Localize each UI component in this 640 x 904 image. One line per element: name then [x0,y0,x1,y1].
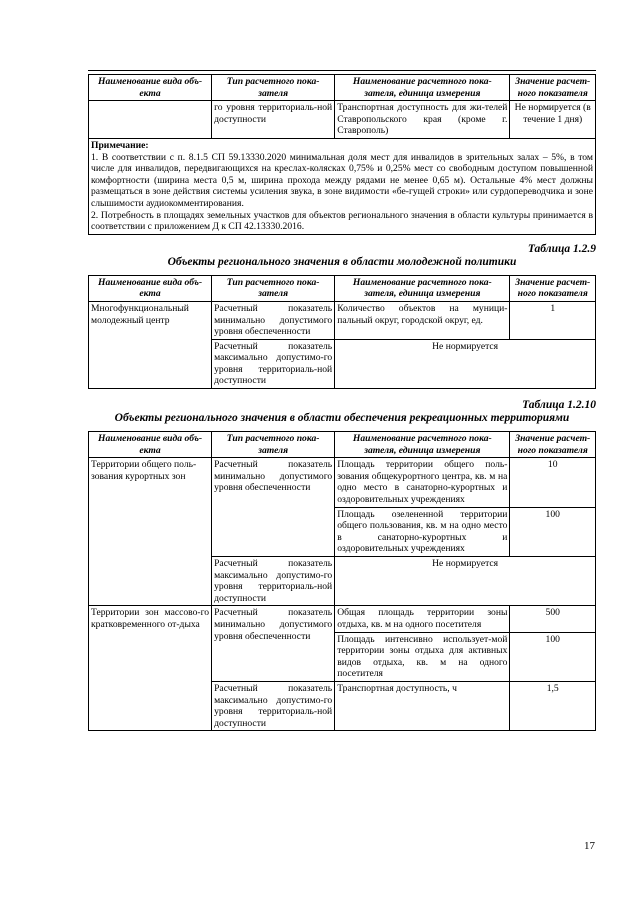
header-indicator-type: Тип расчетного пока-зателя [212,275,335,301]
cell: 10 [510,458,596,507]
cell [89,101,212,139]
table-header-row [89,432,596,458]
cell: Не нормируется [335,339,596,388]
cell: 100 [510,632,596,681]
cell: 1,5 [510,681,596,730]
cell: Многофункциональный молодежный центр [89,301,212,388]
cell: Не нормируется (в течение 1 дня) [510,101,596,139]
table-1-2-9 [88,275,596,389]
cell: Транспортная доступность, ч [335,681,510,730]
header-indicator-type: Тип расчетного пока-зателя [212,75,335,101]
header-indicator-name: Наименование расчетного пока-зателя, единица измерения [335,432,510,458]
cell: Площадь интенсивно использует-мой территории зоны отдыха для активных видов отдыха, кв. м на одного посетителя [335,632,510,681]
table-header-row [89,75,596,101]
table-title: Объекты регионального значения в области обеспечения рекреационных территориями [114,412,570,425]
note-title: Примечание: [91,139,149,151]
cell: го уровня территориаль-ной доступности [212,101,335,139]
table-row [89,301,596,339]
note-row [89,138,596,234]
cell: Территории зон массово-го кратковременного от-дыха [89,606,212,731]
cell: Расчетный показатель максимально допустимо-го уровня территориаль-ной доступности [212,339,335,388]
table-row [89,458,596,507]
header-object-type: Наименование вида объ-екта [89,75,212,101]
cell: Расчетный показатель минимально допустимого уровня обеспеченности [212,301,335,339]
table-row [89,606,596,632]
table-title: Объекты регионального значения в области молодежной политики [167,255,517,268]
header-indicator-type: Тип расчетного пока-зателя [212,432,335,458]
header-indicator-name: Наименование расчетного пока-зателя, единица измерения [335,75,510,101]
header-indicator-name: Наименование расчетного пока-зателя, единица измерения [335,275,510,301]
page-number: 17 [584,840,595,852]
header-indicator-value: Значение расчет-ного показателя [510,432,596,458]
page-content [88,74,596,731]
cell: 1 [510,301,596,339]
header-object-type: Наименование вида объ-екта [89,275,212,301]
cell: Площадь территории общего поль-зования общекурортного центра, кв. м на одно место в санаторно-курортных и оздоровительных учреждениях [335,458,510,507]
cell: Транспортная доступность для жи-телей Ставропольского края (кроме г. Ставрополь) [335,101,510,139]
cell: Расчетный показатель минимально допустимого уровня обеспеченности [212,606,335,682]
cell: Расчетный показатель максимально допустимо-го уровня территориаль-ной доступности [212,681,335,730]
cell: Площадь озелененной территории общего пользования, кв. м на одно место в санаторно-курортных и оздоровительных учреждениях [335,507,510,556]
note-item-1: 1. В соответствии с п. 8.1.5 СП 59.13330.2020 минимальная доля мест для инвалидов в зрительных залах – 5%, в том числе для инвалидов, передвигающихся на креслах-колясках 0,75% и 0,25% мест со свободным доступом повышенной комфортности (ширина места 0,5 м, ширина прохода между рядами не менее 0,65 м). Остальные 4% мест должны размещаться в зоне действия системы усиления звука, в зоне видимости «бе-гущей строки» или сурдопереводчика и зоне слышимости аудиокомментирования. [91,151,593,209]
cell: Общая площадь территории зоны отдыха, кв. м на одного посетителя [335,606,510,632]
cell: Количество объектов на муници-пальный округ, городской округ, ед. [335,301,510,339]
note-cell [89,138,596,234]
table-row [89,101,596,139]
cell: 100 [510,507,596,556]
header-indicator-value: Значение расчет-ного показателя [510,75,596,101]
cell: Расчетный показатель максимально допустимо-го уровня территориаль-ной доступности [212,557,335,606]
cell: Расчетный показатель минимально допустимого уровня обеспеченности [212,458,335,557]
header-object-type: Наименование вида объ-екта [89,432,212,458]
note-item-2: 2. Потребность в площадях земельных участков для объектов регионального значения в области культуры принимается в соответствии с приложением Д к СП 42.13330.2016. [91,209,593,233]
cell: Не нормируется [335,557,596,606]
top-rule [88,70,596,71]
cell: 500 [510,606,596,632]
table-caption: Таблица 1.2.10 [522,399,596,412]
table-continued [88,74,596,235]
table-header-row [89,275,596,301]
table-caption: Таблица 1.2.9 [527,242,596,255]
cell: Территории общего поль-зования курортных зон [89,458,212,606]
header-indicator-value: Значение расчет-ного показателя [510,275,596,301]
table-1-2-10 [88,431,596,731]
